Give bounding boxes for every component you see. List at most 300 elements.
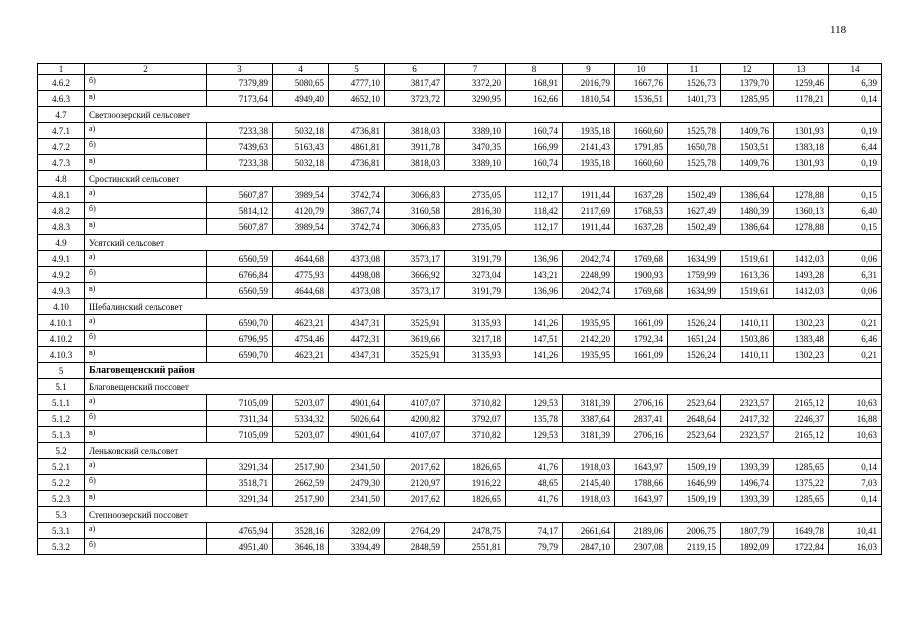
- table-cell: 5203,07: [273, 427, 329, 443]
- table-cell: 5203,07: [273, 395, 329, 411]
- table-header-row: [38, 64, 882, 75]
- column-header: 11: [668, 64, 721, 75]
- table-cell: 3528,16: [273, 523, 329, 539]
- table-cell: 1502,49: [668, 219, 721, 235]
- table-cell: 2706,16: [615, 395, 668, 411]
- table-cell: 3792,07: [445, 411, 506, 427]
- table-cell: 0,15: [829, 187, 882, 203]
- row-variant: а): [85, 251, 207, 267]
- section-title: Благовещенский поссовет: [85, 379, 882, 395]
- table-cell: 3291,34: [207, 491, 273, 507]
- table-cell: 3867,74: [329, 203, 385, 219]
- table-cell: 1503,51: [721, 139, 774, 155]
- section-row: [38, 107, 882, 123]
- table-cell: 141,26: [506, 347, 563, 363]
- row-code: 4.6.2: [38, 75, 85, 91]
- table-cell: 7311,34: [207, 411, 273, 427]
- table-cell: 2479,30: [329, 475, 385, 491]
- table-cell: 1480,39: [721, 203, 774, 219]
- table-cell: 0,21: [829, 315, 882, 331]
- table-cell: 4644,68: [273, 251, 329, 267]
- section-row: [38, 507, 882, 523]
- table-cell: 112,17: [506, 219, 563, 235]
- table-cell: 0,06: [829, 283, 882, 299]
- table-cell: 4736,81: [329, 155, 385, 171]
- table-cell: 1667,76: [615, 75, 668, 91]
- table-cell: 6,40: [829, 203, 882, 219]
- row-code: 4.9.2: [38, 267, 85, 283]
- column-header: 14: [829, 64, 882, 75]
- table-cell: 1769,68: [615, 283, 668, 299]
- table-cell: 16,88: [829, 411, 882, 427]
- table-cell: 3666,92: [385, 267, 445, 283]
- table-cell: 1911,44: [563, 219, 615, 235]
- table-cell: 1412,03: [774, 251, 829, 267]
- table-cell: 3573,17: [385, 251, 445, 267]
- table-cell: 1285,65: [774, 459, 829, 475]
- table-cell: 129,53: [506, 395, 563, 411]
- table-cell: 1509,19: [668, 491, 721, 507]
- table-cell: 3217,18: [445, 331, 506, 347]
- table-cell: 1788,66: [615, 475, 668, 491]
- table-cell: 1637,28: [615, 219, 668, 235]
- table-cell: 7173,64: [207, 91, 273, 107]
- table-cell: 1410,11: [721, 315, 774, 331]
- table-cell: 2417,32: [721, 411, 774, 427]
- table-cell: 1301,93: [774, 155, 829, 171]
- table-cell: 4861,81: [329, 139, 385, 155]
- table-row: [38, 315, 882, 331]
- table-cell: 2006,75: [668, 523, 721, 539]
- table-cell: 5607,87: [207, 219, 273, 235]
- row-variant: в): [85, 219, 207, 235]
- table-cell: 136,96: [506, 283, 563, 299]
- table-cell: 3723,72: [385, 91, 445, 107]
- table-row: [38, 219, 882, 235]
- table-cell: 1650,78: [668, 139, 721, 155]
- table-cell: 4107,07: [385, 427, 445, 443]
- column-header: 5: [329, 64, 385, 75]
- section-title: Усятский сельсовет: [85, 235, 882, 251]
- table-cell: 7105,09: [207, 395, 273, 411]
- table-cell: 4951,40: [207, 539, 273, 555]
- table-cell: 3911,78: [385, 139, 445, 155]
- column-header: 1: [38, 64, 85, 75]
- column-header: 3: [207, 64, 273, 75]
- table-cell: 1660,60: [615, 155, 668, 171]
- row-variant: б): [85, 139, 207, 155]
- table-cell: 160,74: [506, 123, 563, 139]
- table-cell: 3290,95: [445, 91, 506, 107]
- table-cell: 3181,39: [563, 395, 615, 411]
- table-cell: 1722,84: [774, 539, 829, 555]
- table-cell: 143,21: [506, 267, 563, 283]
- table-cell: 7379,89: [207, 75, 273, 91]
- row-code: 4.8: [38, 171, 85, 187]
- table-cell: 1525,78: [668, 123, 721, 139]
- table-cell: 0,14: [829, 91, 882, 107]
- table-cell: 7105,09: [207, 427, 273, 443]
- table-cell: 6590,70: [207, 315, 273, 331]
- table-cell: 1627,49: [668, 203, 721, 219]
- table-cell: 1278,88: [774, 219, 829, 235]
- table-cell: 1649,78: [774, 523, 829, 539]
- table-row: [38, 523, 882, 539]
- table-cell: 3191,79: [445, 283, 506, 299]
- row-code: 5.1.1: [38, 395, 85, 411]
- table-cell: 1613,36: [721, 267, 774, 283]
- table-cell: 1302,23: [774, 315, 829, 331]
- table-cell: 1807,79: [721, 523, 774, 539]
- table-cell: 1792,34: [615, 331, 668, 347]
- table-cell: 2165,12: [774, 395, 829, 411]
- table-cell: 3525,91: [385, 315, 445, 331]
- table-cell: 1660,60: [615, 123, 668, 139]
- table-cell: 7,03: [829, 475, 882, 491]
- row-code: 4.7.3: [38, 155, 85, 171]
- table-cell: 1646,99: [668, 475, 721, 491]
- table-cell: 2145,40: [563, 475, 615, 491]
- table-cell: 1826,65: [445, 491, 506, 507]
- table-row: [38, 267, 882, 283]
- row-code: 4.7.2: [38, 139, 85, 155]
- section-row: [38, 299, 882, 315]
- table-cell: 3817,47: [385, 75, 445, 91]
- table-cell: 1526,24: [668, 315, 721, 331]
- table-cell: 6560,59: [207, 251, 273, 267]
- row-code: 4.9.1: [38, 251, 85, 267]
- table-cell: 2119,15: [668, 539, 721, 555]
- row-variant: б): [85, 331, 207, 347]
- district-row: [38, 363, 882, 379]
- table-cell: 1409,76: [721, 123, 774, 139]
- column-header: 6: [385, 64, 445, 75]
- table-cell: 1302,23: [774, 347, 829, 363]
- table-cell: 1791,85: [615, 139, 668, 155]
- table-row: [38, 475, 882, 491]
- table-cell: 1911,44: [563, 187, 615, 203]
- column-header: 4: [273, 64, 329, 75]
- table-cell: 3066,83: [385, 219, 445, 235]
- table-cell: 3389,10: [445, 155, 506, 171]
- table-row: [38, 539, 882, 555]
- table-cell: 1769,68: [615, 251, 668, 267]
- table-cell: 1536,51: [615, 91, 668, 107]
- table-cell: 4644,68: [273, 283, 329, 299]
- table-row: [38, 139, 882, 155]
- table-cell: 0,19: [829, 123, 882, 139]
- table-cell: 3470,35: [445, 139, 506, 155]
- table-cell: 6766,84: [207, 267, 273, 283]
- table-row: [38, 283, 882, 299]
- table-cell: 1525,78: [668, 155, 721, 171]
- table-cell: 2323,57: [721, 395, 774, 411]
- row-variant: а): [85, 395, 207, 411]
- table-cell: 147,51: [506, 331, 563, 347]
- table-cell: 2307,08: [615, 539, 668, 555]
- table-cell: 4901,64: [329, 427, 385, 443]
- table-cell: 1401,73: [668, 91, 721, 107]
- table-cell: 5080,65: [273, 75, 329, 91]
- column-header: 12: [721, 64, 774, 75]
- table-cell: 1634,99: [668, 283, 721, 299]
- table-cell: 2141,43: [563, 139, 615, 155]
- row-variant: б): [85, 203, 207, 219]
- table-cell: 2248,99: [563, 267, 615, 283]
- table-cell: 4736,81: [329, 123, 385, 139]
- table-cell: 5032,18: [273, 123, 329, 139]
- table-cell: 1519,61: [721, 283, 774, 299]
- table-cell: 3619,66: [385, 331, 445, 347]
- table-cell: 112,17: [506, 187, 563, 203]
- table-cell: 4472,31: [329, 331, 385, 347]
- table-row: [38, 251, 882, 267]
- table-cell: 1519,61: [721, 251, 774, 267]
- table-cell: 4347,31: [329, 315, 385, 331]
- table-cell: 2706,16: [615, 427, 668, 443]
- table-row: [38, 459, 882, 475]
- row-code: 4.8.3: [38, 219, 85, 235]
- table-cell: 3135,93: [445, 347, 506, 363]
- table-cell: 2017,62: [385, 459, 445, 475]
- table-cell: 4623,21: [273, 347, 329, 363]
- table-cell: 2017,62: [385, 491, 445, 507]
- table-cell: 1375,22: [774, 475, 829, 491]
- table-cell: 3818,03: [385, 123, 445, 139]
- table-cell: 1918,03: [563, 459, 615, 475]
- table-cell: 3742,74: [329, 219, 385, 235]
- table-cell: 3989,54: [273, 187, 329, 203]
- row-code: 5.2.3: [38, 491, 85, 507]
- table-cell: 41,76: [506, 459, 563, 475]
- table-cell: 4623,21: [273, 315, 329, 331]
- table-row: [38, 155, 882, 171]
- table-cell: 1493,28: [774, 267, 829, 283]
- table-cell: 1935,95: [563, 347, 615, 363]
- table-cell: 0,14: [829, 491, 882, 507]
- table-cell: 2323,57: [721, 427, 774, 443]
- table-cell: 2341,50: [329, 491, 385, 507]
- row-variant: б): [85, 539, 207, 555]
- table-cell: 2478,75: [445, 523, 506, 539]
- table-cell: 74,17: [506, 523, 563, 539]
- table-cell: 0,19: [829, 155, 882, 171]
- table-cell: 3646,18: [273, 539, 329, 555]
- row-variant: б): [85, 267, 207, 283]
- table-cell: 1935,18: [563, 123, 615, 139]
- table-cell: 1634,99: [668, 251, 721, 267]
- table-cell: 5026,64: [329, 411, 385, 427]
- table-cell: 4107,07: [385, 395, 445, 411]
- table-cell: 4120,79: [273, 203, 329, 219]
- table-cell: 1360,13: [774, 203, 829, 219]
- table-cell: 1410,11: [721, 347, 774, 363]
- table-cell: 1393,39: [721, 459, 774, 475]
- table-cell: 6590,70: [207, 347, 273, 363]
- row-code: 4.9.3: [38, 283, 85, 299]
- row-variant: а): [85, 187, 207, 203]
- table-cell: 7233,38: [207, 123, 273, 139]
- table-cell: 4498,08: [329, 267, 385, 283]
- table-cell: 79,79: [506, 539, 563, 555]
- row-code: 5.2: [38, 443, 85, 459]
- table-cell: 1502,49: [668, 187, 721, 203]
- table-cell: 1643,97: [615, 459, 668, 475]
- table-cell: 3525,91: [385, 347, 445, 363]
- row-code: 5.1.3: [38, 427, 85, 443]
- table-cell: 3710,82: [445, 395, 506, 411]
- table-cell: 2042,74: [563, 251, 615, 267]
- table-cell: 7233,38: [207, 155, 273, 171]
- table-cell: 4949,40: [273, 91, 329, 107]
- table-cell: 41,76: [506, 491, 563, 507]
- table-cell: 2764,29: [385, 523, 445, 539]
- column-header: 7: [445, 64, 506, 75]
- table-cell: 1768,53: [615, 203, 668, 219]
- table-cell: 1386,64: [721, 187, 774, 203]
- table-cell: 1900,93: [615, 267, 668, 283]
- table-row: [38, 123, 882, 139]
- table-cell: 1826,65: [445, 459, 506, 475]
- table-cell: 1301,93: [774, 123, 829, 139]
- row-variant: а): [85, 315, 207, 331]
- table-cell: 2648,64: [668, 411, 721, 427]
- section-row: [38, 171, 882, 187]
- table-cell: 2142,20: [563, 331, 615, 347]
- table-cell: 48,65: [506, 475, 563, 491]
- district-title: Благовещенский район: [85, 363, 882, 379]
- table-cell: 1651,24: [668, 331, 721, 347]
- table-cell: 118,42: [506, 203, 563, 219]
- table-cell: 3518,71: [207, 475, 273, 491]
- table-cell: 2735,05: [445, 187, 506, 203]
- row-code: 4.8.1: [38, 187, 85, 203]
- row-code: 5: [38, 363, 85, 379]
- table-cell: 2517,90: [273, 491, 329, 507]
- section-title: Леньковский сельсовет: [85, 443, 882, 459]
- table-cell: 10,63: [829, 395, 882, 411]
- table-cell: 166,99: [506, 139, 563, 155]
- table-cell: 129,53: [506, 427, 563, 443]
- table-cell: 0,15: [829, 219, 882, 235]
- table-cell: 1661,09: [615, 315, 668, 331]
- table-cell: 4775,93: [273, 267, 329, 283]
- table-cell: 3181,39: [563, 427, 615, 443]
- table-cell: 2523,64: [668, 427, 721, 443]
- table-cell: 10,41: [829, 523, 882, 539]
- section-row: [38, 379, 882, 395]
- table-cell: 5334,32: [273, 411, 329, 427]
- table-cell: 6796,95: [207, 331, 273, 347]
- table-cell: 3160,58: [385, 203, 445, 219]
- section-row: [38, 443, 882, 459]
- table-cell: 3387,64: [563, 411, 615, 427]
- table-row: [38, 491, 882, 507]
- table-row: [38, 203, 882, 219]
- row-code: 5.2.1: [38, 459, 85, 475]
- row-variant: в): [85, 427, 207, 443]
- table-cell: 1935,95: [563, 315, 615, 331]
- section-row: [38, 235, 882, 251]
- tariff-table: [37, 63, 882, 555]
- table-cell: 4901,64: [329, 395, 385, 411]
- column-header: 10: [615, 64, 668, 75]
- table-cell: 1383,18: [774, 139, 829, 155]
- row-variant: в): [85, 91, 207, 107]
- table-cell: 4754,46: [273, 331, 329, 347]
- table-cell: 2246,37: [774, 411, 829, 427]
- row-code: 4.8.2: [38, 203, 85, 219]
- table-cell: 141,26: [506, 315, 563, 331]
- table-cell: 1503,86: [721, 331, 774, 347]
- table-cell: 4373,08: [329, 251, 385, 267]
- table-cell: 3282,09: [329, 523, 385, 539]
- section-title: Сростинский сельсовет: [85, 171, 882, 187]
- table-cell: 1643,97: [615, 491, 668, 507]
- table-cell: 1810,54: [563, 91, 615, 107]
- table-row: [38, 347, 882, 363]
- table-cell: 2847,10: [563, 539, 615, 555]
- table-cell: 1383,48: [774, 331, 829, 347]
- section-title: Шебалинский сельсовет: [85, 299, 882, 315]
- table-cell: 3989,54: [273, 219, 329, 235]
- table-cell: 3573,17: [385, 283, 445, 299]
- table-cell: 160,74: [506, 155, 563, 171]
- table-row: [38, 395, 882, 411]
- table-cell: 4347,31: [329, 347, 385, 363]
- table-cell: 3191,79: [445, 251, 506, 267]
- table-cell: 4200,82: [385, 411, 445, 427]
- table-cell: 2042,74: [563, 283, 615, 299]
- table-cell: 1178,21: [774, 91, 829, 107]
- table-cell: 3372,20: [445, 75, 506, 91]
- table-cell: 3066,83: [385, 187, 445, 203]
- table-cell: 3742,74: [329, 187, 385, 203]
- table-cell: 2837,41: [615, 411, 668, 427]
- table-cell: 2016,79: [563, 75, 615, 91]
- table-cell: 2661,64: [563, 523, 615, 539]
- table-cell: 4777,10: [329, 75, 385, 91]
- table-cell: 0,06: [829, 251, 882, 267]
- column-header: 9: [563, 64, 615, 75]
- table-cell: 2551,81: [445, 539, 506, 555]
- row-variant: б): [85, 475, 207, 491]
- page-number: 118: [830, 24, 847, 36]
- table-cell: 1759,99: [668, 267, 721, 283]
- section-title: Степноозерский поссовет: [85, 507, 882, 523]
- table-cell: 6560,59: [207, 283, 273, 299]
- table-row: [38, 75, 882, 91]
- table-cell: 2523,64: [668, 395, 721, 411]
- section-title: Светлоозерский сельсовет: [85, 107, 882, 123]
- table-cell: 2735,05: [445, 219, 506, 235]
- table-cell: 2816,30: [445, 203, 506, 219]
- table-cell: 7439,63: [207, 139, 273, 155]
- table-cell: 2341,50: [329, 459, 385, 475]
- table-cell: 6,31: [829, 267, 882, 283]
- table-cell: 1409,76: [721, 155, 774, 171]
- row-code: 5.3.2: [38, 539, 85, 555]
- row-code: 4.10.1: [38, 315, 85, 331]
- row-code: 5.3.1: [38, 523, 85, 539]
- row-variant: в): [85, 283, 207, 299]
- row-variant: б): [85, 75, 207, 91]
- table-cell: 1526,73: [668, 75, 721, 91]
- row-code: 5.2.2: [38, 475, 85, 491]
- table-cell: 3394,49: [329, 539, 385, 555]
- table-cell: 1379,70: [721, 75, 774, 91]
- table-row: [38, 187, 882, 203]
